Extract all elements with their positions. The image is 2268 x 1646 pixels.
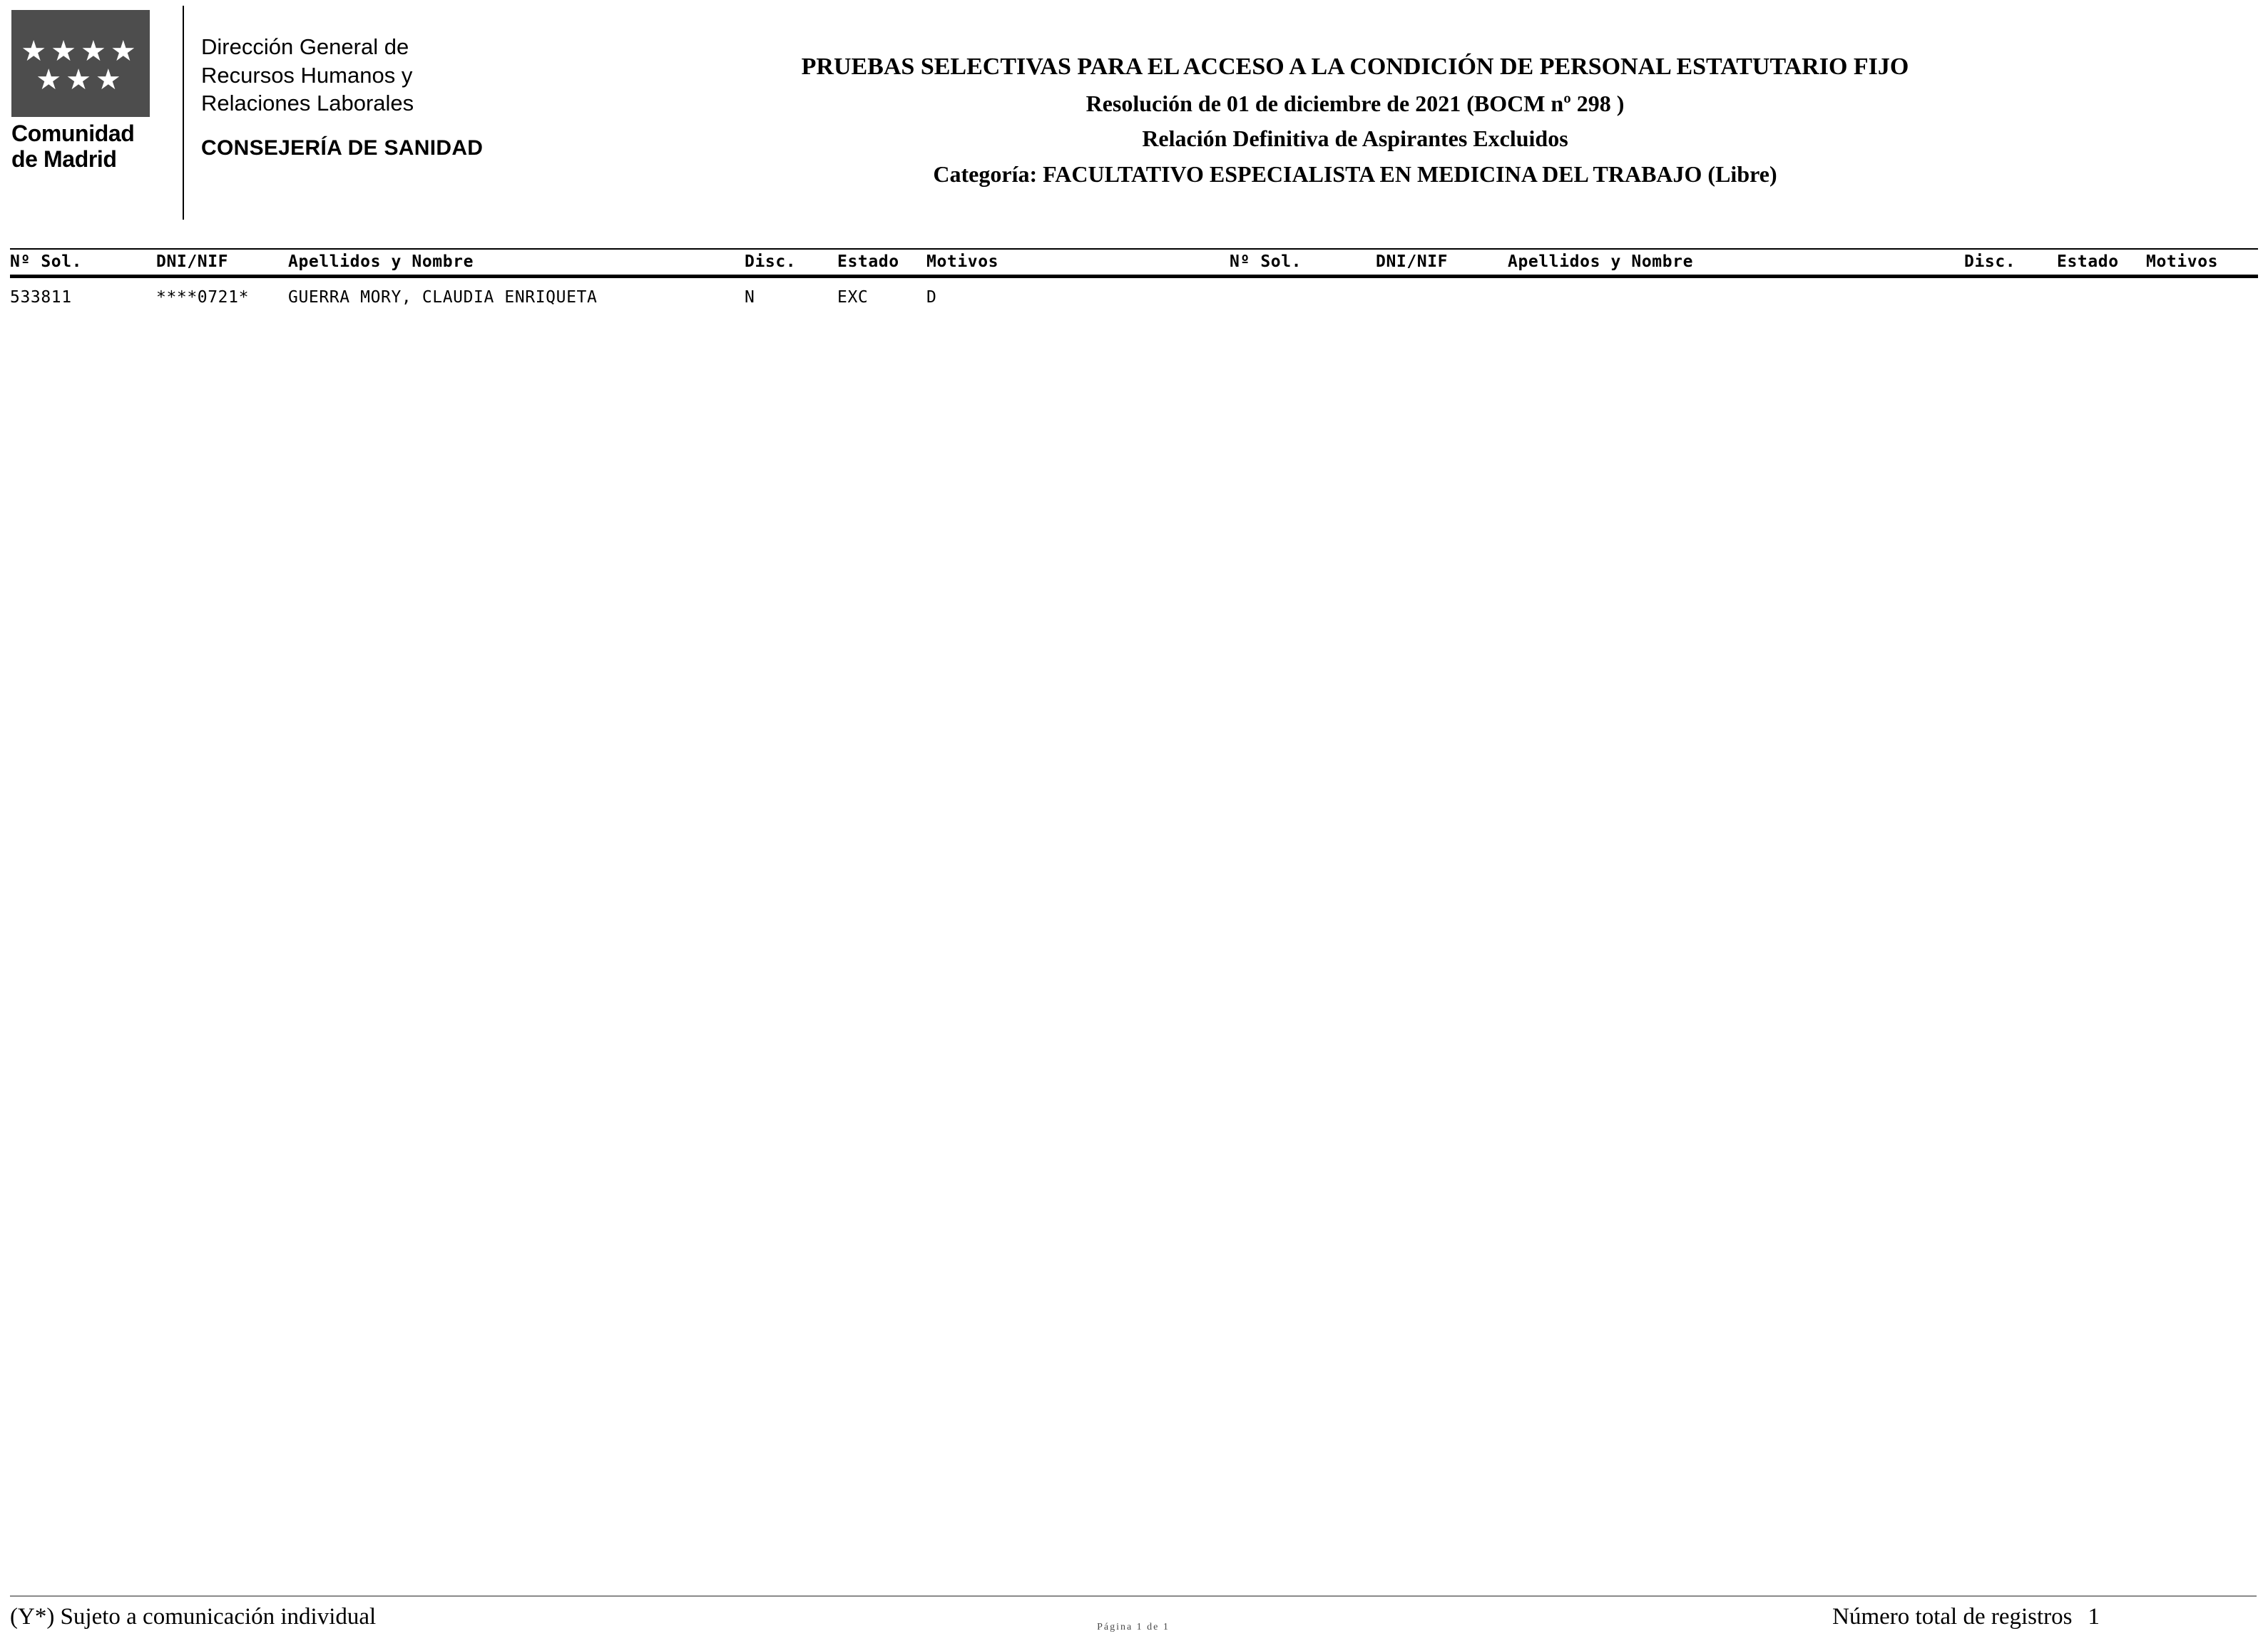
- category-line: Categoría: FACULTATIVO ESPECIALISTA EN MEDICINA DEL TRABAJO (Libre): [933, 160, 1777, 187]
- table-header-row-right: [1230, 250, 2258, 275]
- page-header: [0, 0, 2268, 214]
- logo-wordmark: [11, 121, 180, 173]
- footer-note: (Y*) Sujeto a comunicación individual: [10, 1604, 377, 1630]
- col-header-motivos: Motivos: [926, 252, 999, 271]
- resolution-line: Resolución de 01 de diciembre de 2021 (BOCM nº 298 ): [1086, 90, 1625, 116]
- cell-name: GUERRA MORY, CLAUDIA ENRIQUETA: [288, 288, 598, 307]
- table-row: [10, 278, 1230, 307]
- col-header-disc: Disc.: [745, 252, 797, 271]
- record-total-value: 1: [2088, 1604, 2100, 1630]
- cell-dni: ****0721*: [156, 288, 250, 307]
- page-footer: [10, 1595, 2257, 1630]
- logo-wordmark-line1: Comunidad: [11, 121, 135, 146]
- department-block: [201, 33, 483, 160]
- col-header-num: Nº Sol.: [10, 252, 83, 271]
- col-header-disc-right: Disc.: [1964, 252, 2016, 271]
- header-vertical-divider: [183, 6, 184, 220]
- page-title: PRUEBAS SELECTIVAS PARA EL ACCESO A LA CONDICIÓN DE PERSONAL ESTATUTARIO FIJO: [801, 53, 1909, 80]
- table-column-right: [1230, 248, 2258, 307]
- cell-motivos: D: [926, 288, 937, 307]
- logo-wordmark-line2: de Madrid: [11, 145, 117, 172]
- col-header-dni-right: DNI/NIF: [1376, 252, 1449, 271]
- table-header-row-left: [10, 250, 1230, 275]
- logo-stars-bottom: ★★★: [36, 63, 126, 96]
- record-total-label: Número total de registros: [1832, 1604, 2073, 1630]
- consejeria-label: CONSEJERÍA DE SANIDAD: [201, 136, 484, 160]
- cell-num: 533811: [10, 288, 72, 307]
- department-line-1: Dirección General de: [201, 34, 409, 59]
- department-line-2: Recursos Humanos y: [201, 62, 413, 88]
- col-header-name-right: Apellidos y Nombre: [1508, 252, 1694, 271]
- col-header-estado-right: Estado: [2057, 252, 2119, 271]
- applicants-table: [10, 248, 2258, 307]
- table-column-left: [10, 248, 1230, 307]
- col-header-num-right: Nº Sol.: [1230, 252, 1302, 271]
- comunidad-de-madrid-logo: [11, 10, 180, 173]
- logo-stars-top: ★★★★: [21, 35, 141, 68]
- col-header-name: Apellidos y Nombre: [288, 252, 474, 271]
- list-type-line: Relación Definitiva de Aspirantes Excluidos: [1142, 126, 1568, 152]
- logo-shield-icon: [11, 10, 150, 117]
- cell-estado: EXC: [837, 288, 869, 307]
- document-title-block: [499, 48, 2211, 192]
- footer-divider: [10, 1595, 2257, 1597]
- department-line-3: Relaciones Laborales: [201, 91, 414, 116]
- col-header-dni: DNI/NIF: [156, 252, 229, 271]
- col-header-motivos-right: Motivos: [2146, 252, 2219, 271]
- col-header-estado: Estado: [837, 252, 899, 271]
- table-header-rule-right: [1230, 275, 2258, 278]
- page-number: Página 1 de 1: [1097, 1622, 1170, 1632]
- cell-disc: N: [745, 288, 755, 307]
